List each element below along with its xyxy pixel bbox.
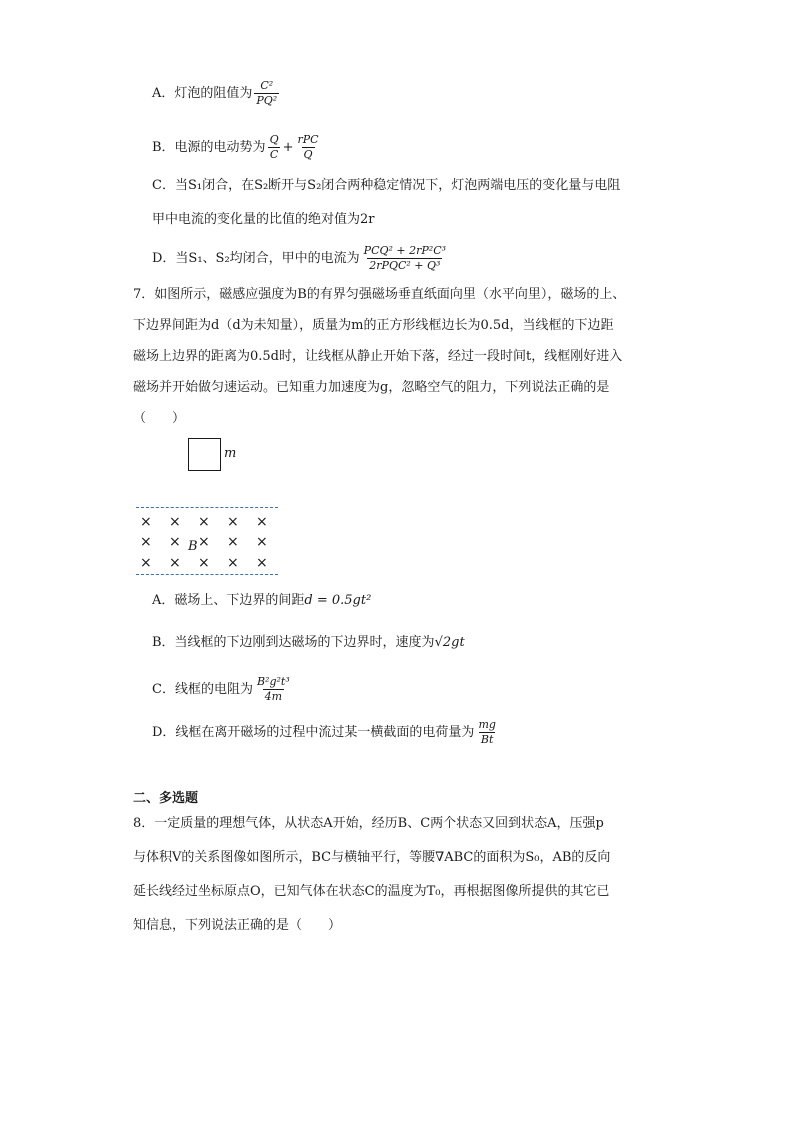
q7-line-3: 磁场上边界的距离为0.5d时，让线框从静止开始下落，经过一段时间t，线框刚好进入 xyxy=(133,349,623,364)
q7-answer-blank: （ ） xyxy=(133,411,186,426)
field-cross-icon: × xyxy=(140,555,152,571)
field-cross-icon: × xyxy=(256,555,268,571)
field-cross-icon: × xyxy=(140,514,152,530)
q7-option-c-text: C．线框的电阻为 xyxy=(152,682,253,697)
q8-line-1: 8．一定质量的理想气体，从状态A开始，经历B、C两个状态又回到状态A，压强p xyxy=(133,816,604,831)
q8-line-2: 与体积V的关系图像如图所示，BC与横轴平行，等腰∇ABC的面积为S₀，AB的反向 xyxy=(133,850,611,865)
q6-option-d-fraction xyxy=(362,245,448,272)
fraction-denominator: Bt xyxy=(480,733,494,746)
field-upper-boundary xyxy=(136,507,278,508)
field-cross-icon: × xyxy=(227,555,239,571)
q6-option-b-text: B．电源的电动势为 xyxy=(152,140,266,155)
fraction-denominator: Q xyxy=(303,148,313,161)
q7-option-a xyxy=(152,592,371,610)
q7-option-a-expr: d = 0.5gt² xyxy=(304,593,372,608)
q8-line-3: 延长线经过坐标原点O，已知气体在状态C的温度为T₀，再根据图像所提供的其它已 xyxy=(133,884,610,899)
q7-option-b-text: B．当线框的下边刚到达磁场的下边界时，速度为 xyxy=(152,635,435,650)
q7-option-b-expr: √2gt xyxy=(434,635,465,650)
q6-option-b-fraction-1 xyxy=(268,134,281,161)
q7-line-2: 下边界间距为d（d为未知量），质量为m的正方形线框边长为0.5d，当线框的下边距 xyxy=(133,318,614,333)
q7-option-a-text: A．磁场上、下边界的间距 xyxy=(152,593,305,608)
q7-line-1: 7．如图所示，磁感应强度为B的有界匀强磁场垂直纸面向里（水平向里），磁场的上、 xyxy=(133,287,626,302)
fraction-denominator: 4m xyxy=(264,690,283,703)
fraction-numerator: Q xyxy=(269,133,279,146)
fraction-denominator: PQ² xyxy=(256,94,278,107)
q7-option-d xyxy=(152,719,500,746)
field-cross-icon: × xyxy=(227,534,239,550)
q7-option-d-fraction xyxy=(476,719,497,746)
q6-option-a xyxy=(152,80,281,107)
wire-frame-square xyxy=(188,438,221,471)
q6-option-c-line2: 甲中电流的变化量的比值的绝对值为2r xyxy=(152,212,375,227)
field-cross-icon: × xyxy=(198,555,210,571)
q7-option-c xyxy=(152,676,294,703)
field-cross-icon: × xyxy=(169,514,181,530)
fraction-numerator: mg xyxy=(478,718,496,731)
q6-option-b xyxy=(152,134,323,161)
field-cross-icon: × xyxy=(140,534,152,550)
field-cross-icon: × xyxy=(169,534,181,550)
q6-option-b-fraction-2 xyxy=(296,134,321,161)
fraction-denominator: 2rPQC² + Q³ xyxy=(369,259,441,272)
q7-line-4: 磁场并开始做匀速运动。已知重力加速度为g，忽略空气的阻力，下列说法正确的是 xyxy=(133,380,610,395)
field-cross-icon: × xyxy=(198,534,210,550)
field-lower-boundary xyxy=(136,574,278,575)
fraction-numerator: rPC xyxy=(297,133,319,146)
q7-option-b xyxy=(152,634,465,652)
field-b-label: B xyxy=(188,539,198,554)
q6-option-a-fraction xyxy=(254,80,279,107)
q6-option-d xyxy=(152,245,450,272)
fraction-numerator: B²g²t³ xyxy=(256,675,290,688)
fraction-numerator: C² xyxy=(260,79,274,92)
q6-option-a-text: A．灯泡的阻值为 xyxy=(152,86,253,101)
field-cross-icon: × xyxy=(198,514,210,530)
q6-option-c-line1: C．当S₁闭合，在S₂断开与S₂闭合两种稳定情况下，灯泡两端电压的变化量与电阻 xyxy=(152,178,621,193)
q8-line-4: 知信息，下列说法正确的是（ ） xyxy=(133,918,342,933)
plus-sign: + xyxy=(282,140,294,155)
q7-option-d-text: D．线框在离开磁场的过程中流过某一横截面的电荷量为 xyxy=(152,725,475,740)
fraction-numerator: PCQ² + 2rP²C³ xyxy=(363,244,447,257)
fraction-denominator: C xyxy=(269,148,279,161)
q7-option-c-fraction xyxy=(255,676,292,703)
mass-label: m xyxy=(224,446,237,461)
section-title: 二、多选题 xyxy=(133,791,199,806)
field-cross-icon: × xyxy=(227,514,239,530)
field-cross-icon: × xyxy=(256,534,268,550)
field-cross-icon: × xyxy=(169,555,181,571)
field-cross-icon: × xyxy=(256,514,268,530)
q6-option-d-text: D．当S₁、S₂均闭合，甲中的电流为 xyxy=(152,251,360,266)
